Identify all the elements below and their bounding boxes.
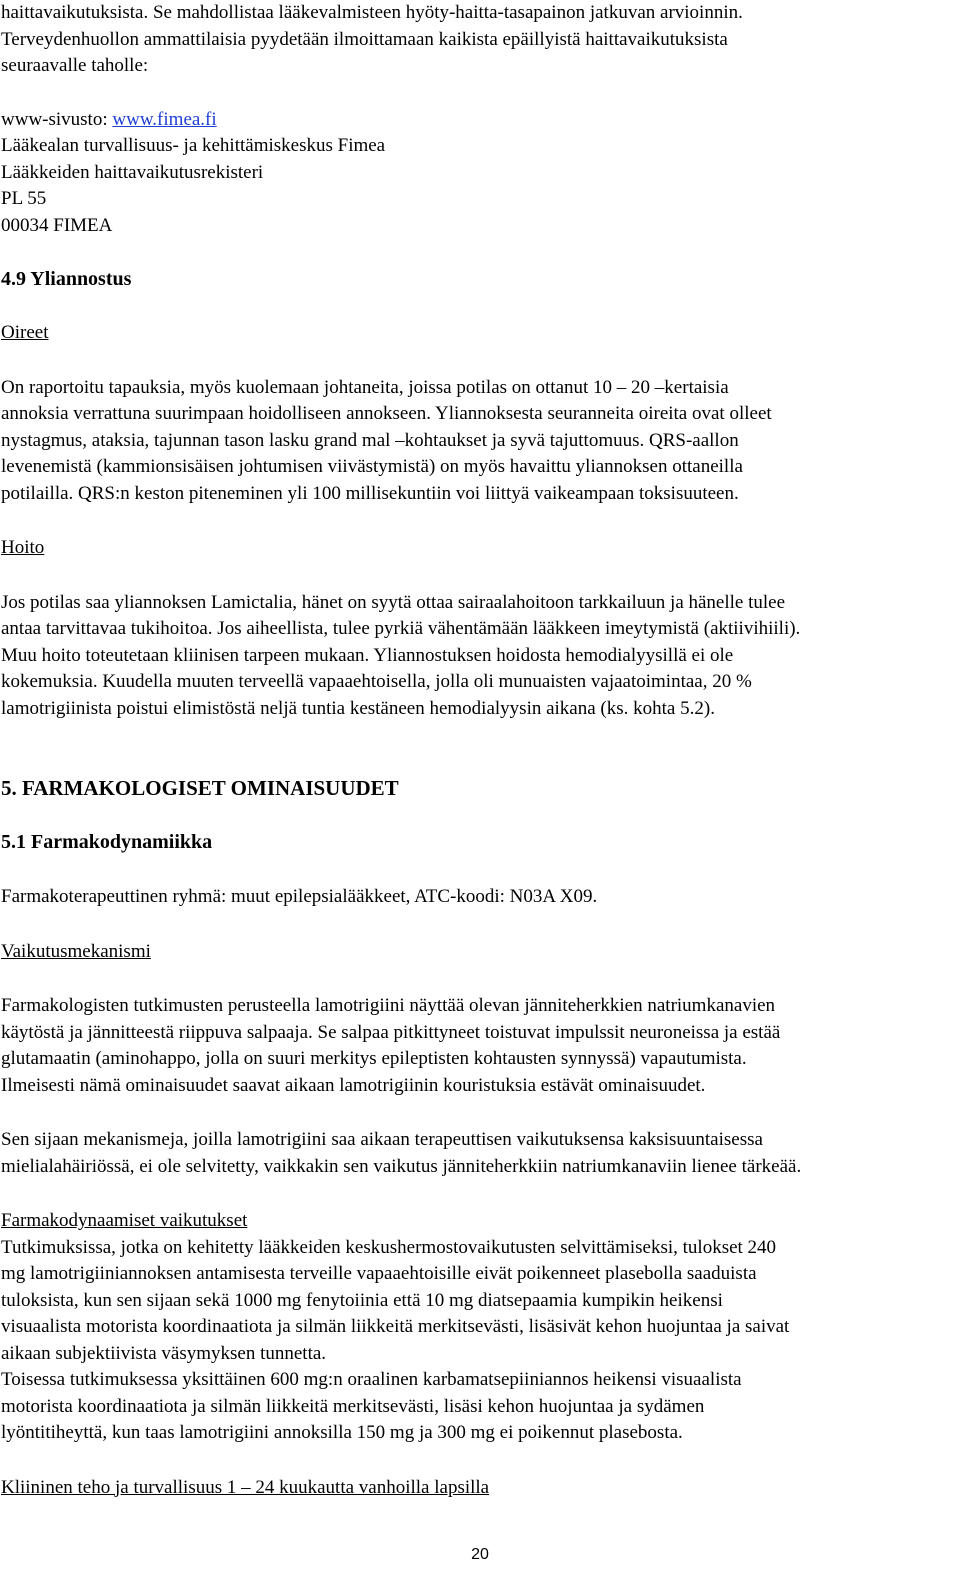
section-heading-overdose: 4.9 Yliannostus [1,268,132,290]
contact-block [1,107,951,240]
contact-registry: Lääkkeiden haittavaikutusrekisteri [1,161,264,183]
symptoms-heading: Oireet [1,322,49,343]
document-page [1,0,951,1501]
text-line: käytöstä ja jännitteestä riippuva salpaaja. Se salpaa pitkittyneet toistuvat impulssit neuroneissa ja estää [1,1021,781,1043]
text-line: kokemuksia. Kuudella muuten terveellä vapaaehtoisella, jolla oli munuaisten vajaatoimintaa, 20 % [1,671,752,692]
mechanism-heading: Vaikutusmekanismi [1,940,151,962]
mechanism-paragraph-2 [1,1127,951,1180]
text-line: On raportoitu tapauksia, myös kuolemaan johtaneita, joissa potilas on ottanut 10 – 20 –kertaisia [1,376,729,398]
text-line: antaa tarvittavaa tukihoitoa. Jos aiheellista, tulee pyrkiä vähentämään lääkkeen imeytymistä (aktiivihiili). [1,618,801,639]
text-line: Sen sijaan mekanismeja, joilla lamotrigiini saa aikaan terapeuttisen vaikutuksensa kaksisuuntaisessa [1,1129,763,1150]
symptoms-paragraph [1,375,951,508]
text-line: glutamaatin (aminohappo, jolla on suuri merkitys epileptisten kohtausten synnyssä) vapautumista. [1,1048,747,1069]
website-label: www-sivusto: [1,108,113,130]
intro-line: haittavaikutuksista. Se mahdollistaa lääkevalmisteen hyöty-haitta-tasapainon jatkuvan arvioinnin. [1,2,743,23]
pharmacodynamic-effects-heading: Farmakodynaamiset vaikutukset [1,1210,248,1231]
subsection-heading-pharmacodynamics: 5.1 Farmakodynamiikka [1,831,213,853]
clinical-efficacy-heading: Kliininen teho ja turvallisuus 1 – 24 kuukautta vanhoilla lapsilla [1,1476,490,1498]
section-heading-pharmacology: 5. FARMAKOLOGISET OMINAISUUDET [1,776,399,800]
text-line: lyöntitiheyttä, kun taas lamotrigiini annoksilla 150 mg ja 300 mg ei poikennut plasebosta. [1,1422,683,1443]
contact-postcode: 00034 FIMEA [1,214,113,236]
text-line: nystagmus, ataksia, tajunnan tason lasku grand mal –kohtaukset ja syvä tajuttomuus. QRS-aallon [1,429,739,451]
text-line: levenemistä (kammionsisäisen johtumisen viivästymistä) on myös havaittu yliannoksen ottaneilla [1,456,743,477]
atc-code-line: Farmakoterapeuttinen ryhmä: muut epilepsialääkkeet, ATC-koodi: N03A X09. [1,886,598,907]
text-line: Farmakologisten tutkimusten perusteella lamotrigiini näyttää olevan jänniteherkkien natriumkanavien [1,995,776,1016]
text-line: aikaan subjektiivista väsymyksen tunnetta. [1,1342,327,1364]
intro-line: seuraavalle taholle: [1,55,149,76]
mechanism-paragraph [1,993,951,1099]
page-number: 20 [471,1546,489,1563]
contact-po-box: PL 55 [1,188,47,209]
treatment-heading: Hoito [1,537,45,558]
text-line: mg lamotrigiiniannoksen antamisesta terveille vapaaehtoisille eivät poikenneet plasebolla saaduista [1,1263,757,1284]
text-line: mielialahäiriössä, ei ole selvitetty, vaikkakin sen vaikutus jänniteherkkiin natriumkanaviin lienee tärkeää. [1,1155,802,1177]
text-line: lamotrigiinista poistui elimistöstä neljä tuntia kestäneen hemodialyysin aikana (ks. kohta 5.2). [1,697,715,719]
text-line: potilailla. QRS:n keston piteneminen yli 100 millisekuntiin voi liittyä vaikeampaan toksisuuteen. [1,482,739,504]
text-line: motorista koordinaatiota ja silmän liikkeitä merkitsevästi, lisäsi kehon huojuntaa ja sydämen [1,1395,705,1417]
fimea-website-link[interactable]: www.fimea.fi [112,108,217,130]
text-line: Toisessa tutkimuksessa yksittäinen 600 mg:n oraalinen karbamatsepiiniannos heikensi visuaalista [1,1369,742,1390]
treatment-paragraph [1,590,951,723]
text-line: visuaalista motorista koordinaatiota ja silmän liikkeitä merkitsevästi, lisäsivät kehon huojuntaa ja saivat [1,1316,790,1337]
pharmacodynamic-effects-paragraph [1,1235,951,1447]
text-line: Tutkimuksissa, jotka on kehitetty lääkkeiden keskushermostovaikutusten selvittämiseksi, tulokset 240 [1,1236,777,1258]
intro-paragraph [1,0,951,80]
text-line: Muu hoito toteutetaan kliinisen tarpeen mukaan. Yliannostuksen hoidosta hemodialyysillä ei ole [1,644,734,666]
text-line: Jos potilas saa yliannoksen Lamictalia, hänet on syytä ottaa sairaalahoitoon tarkkailuun ja hänelle tulee [1,591,786,613]
text-line: Ilmeisesti nämä ominaisuudet saavat aikaan lamotrigiinin kouristuksia estävät ominaisuudet. [1,1074,706,1096]
website-line [1,107,951,134]
intro-line: Terveydenhuollon ammattilaisia pyydetään ilmoittamaan kaikista epäillyistä haittavaikutuksista [1,28,728,50]
text-line: tuloksista, kun sen sijaan sekä 1000 mg fenytoiinia että 10 mg diatsepaamia kumpikin heikensi [1,1289,723,1311]
text-line: annoksia verrattuna suurimpaan hoidolliseen annokseen. Yliannoksesta seuranneita oireita ovat olleet [1,403,772,424]
contact-org: Lääkealan turvallisuus- ja kehittämiskeskus Fimea [1,135,386,156]
